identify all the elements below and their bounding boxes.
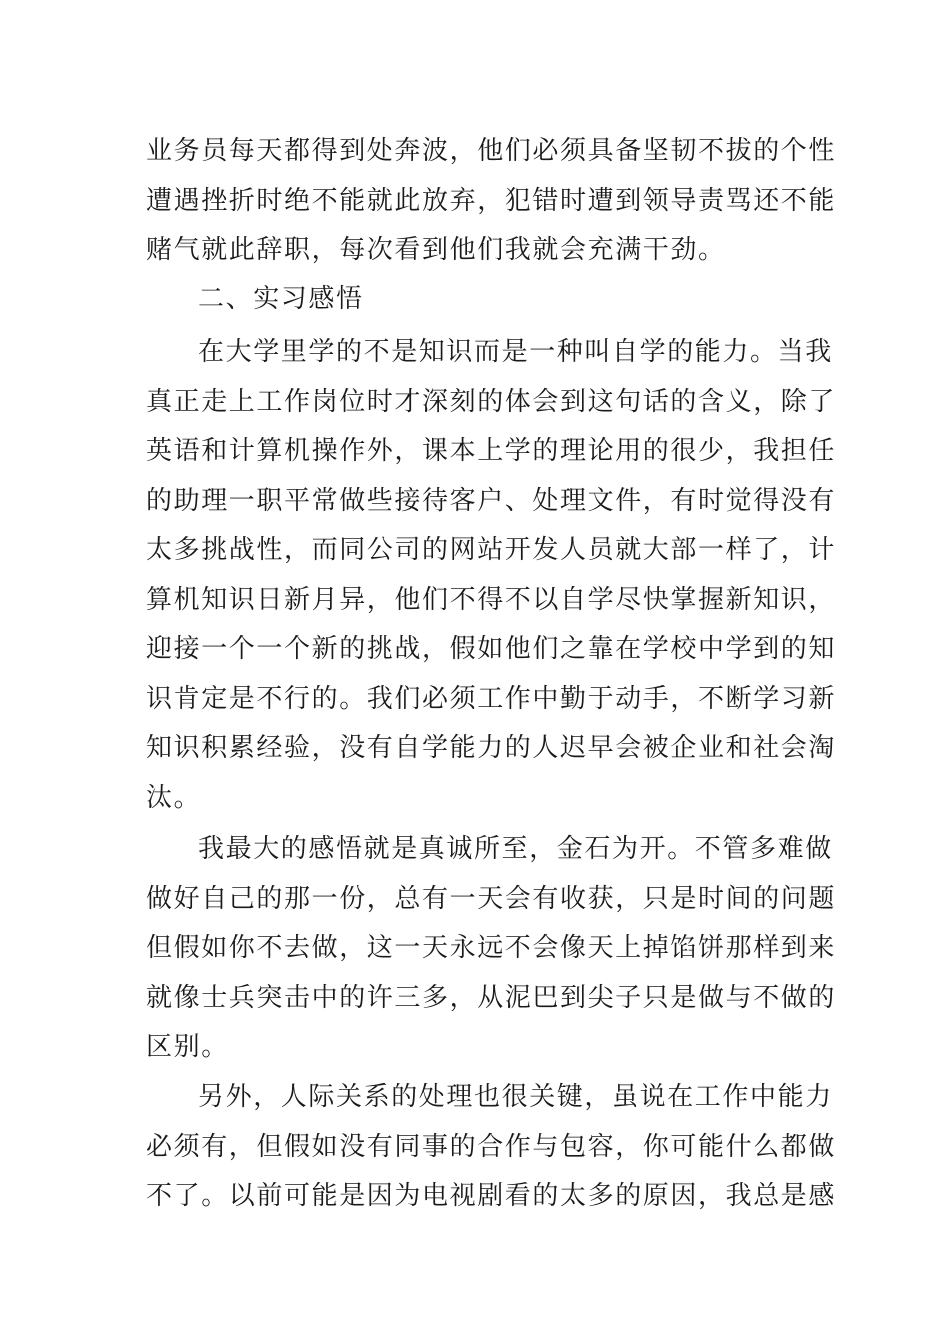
text-line: 必须有，但假如没有同事的合作与包容，你可能什么都做: [146, 1132, 837, 1162]
text-line: 识肯定是不行的。我们必须工作中勤于动手，不断学习新: [146, 684, 837, 714]
text-line: 不了。以前可能是因为电视剧看的太多的原因，我总是感: [146, 1181, 837, 1211]
text-line: 赌气就此辞职，每次看到他们我就会充满干劲。: [146, 235, 726, 265]
text-line: 遭遇挫折时绝不能就此放弃，犯错时遭到领导责骂还不能: [146, 186, 837, 216]
section-heading: 二、实习感悟: [198, 284, 364, 314]
text-line: 算机知识日新月异，他们不得不以自学尽快掌握新知识，: [146, 585, 837, 615]
paragraph-first-line: 在大学里学的不是知识而是一种叫自学的能力。当我: [198, 337, 833, 367]
text-line: 业务员每天都得到处奔波，他们必须具备坚韧不拔的个性: [146, 136, 837, 166]
text-line: 迎接一个一个新的挑战，假如他们之靠在学校中学到的知: [146, 634, 837, 664]
text-line: 英语和计算机操作外，课本上学的理论用的很少，我担任: [146, 436, 837, 466]
text-line: 做好自己的那一份，总有一天会有收获，只是时间的问题: [146, 884, 837, 914]
text-line: 太多挑战性，而同公司的网站开发人员就大部一样了，计: [146, 535, 837, 565]
text-line: 的助理一职平常做些接待客户、处理文件，有时觉得没有: [146, 486, 837, 516]
text-line: 就像士兵突击中的许三多，从泥巴到尖子只是做与不做的: [146, 983, 837, 1013]
paragraph-first-line: 另外，人际关系的处理也很关键，虽说在工作中能力: [198, 1082, 833, 1112]
paragraph-first-line: 我最大的感悟就是真诚所至，金石为开。不管多难做: [198, 834, 833, 864]
text-line: 汰。: [146, 783, 202, 813]
text-line: 知识积累经验，没有自学能力的人迟早会被企业和社会淘: [146, 733, 837, 763]
text-line: 真正走上工作岗位时才深刻的体会到这句话的含义，除了: [146, 387, 837, 417]
text-line: 区别。: [146, 1032, 229, 1062]
text-line: 但假如你不去做，这一天永远不会像天上掉馅饼那样到来: [146, 933, 837, 963]
